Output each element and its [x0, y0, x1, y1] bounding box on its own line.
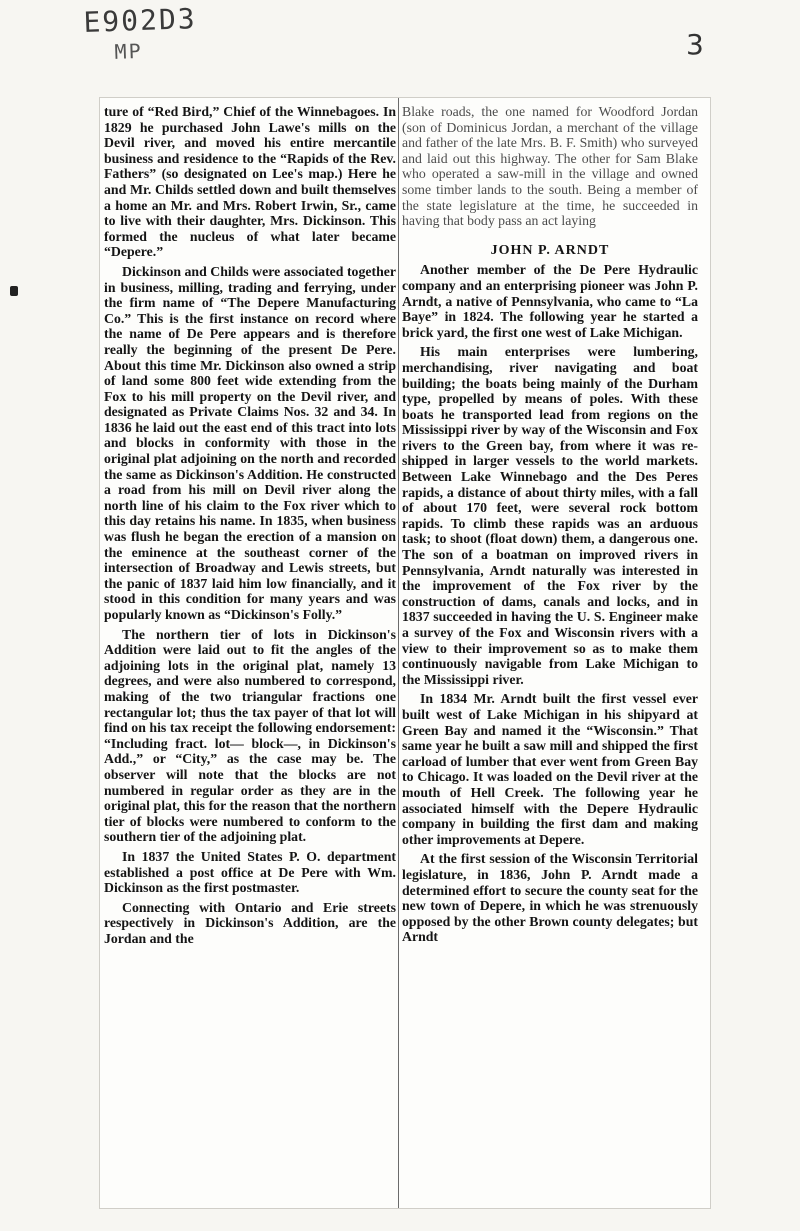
left-paragraph-1: ture of “Red Bird,” Chief of the Winnebagoes. In 1829 he purchased John Lawe's mills on the Devil river, and moved his entire mercantile business and residence to the “Rapids of the Rev. Fathers” (so designated on Lee's map.) Here he and Mr. Childs settled down and built themselves a home an Mr. and Mrs. Robert Irwin, Sr., came to live with their daughter, Mrs. Dickinson. This formed the nucleus of what later became “Depere.”	[104, 104, 396, 260]
right-top-paragraph: Blake roads, the one named for Woodford Jordan (son of Dominicus Jordan, a merchant of the village and father of the late Mrs. B. F. Smith) who surveyed and laid out this highway. The other for Sam Blake who operated a saw-mill in the village and owned some timber lands to the south. Being a member of the state legislature at the time, he succeeded in having that body pass an act laying	[402, 104, 698, 229]
newspaper-clipping	[100, 98, 710, 1208]
column-divider	[398, 98, 399, 1208]
scan-mark	[10, 286, 18, 296]
right-paragraph-3: In 1834 Mr. Arndt built the first vessel ever built west of Lake Michigan in his shipyard at Green Bay and named it the “Wisconsin.” That same year he built a saw mill and shipped the first carload of lumber that ever went from Green Bay to Chicago. It was loaded on the Devil river at the mouth of Hell Creek. The following year he associated himself with the Depere Hydraulic company in building the first dam and making other improvements at Depere.	[402, 691, 698, 847]
left-column	[104, 104, 396, 950]
right-column	[402, 104, 698, 949]
left-paragraph-5: Connecting with Ontario and Erie streets respectively in Dickinson's Addition, are the Jordan and the	[104, 899, 396, 946]
left-paragraph-3: The northern tier of lots in Dickinson's Addition were laid out to fit the angles of the adjoining lots in the original plat, namely 13 degrees, and were also numbered to correspond, making of the two triangular fractions one rectangular lot; thus the tax payer of that lot will find on his tax receipt the following endorsement: “Including fract. lot— block—, in Dickinson's Add.,” or “City,” as the case may be. The observer will note that the blocks are not numbered in regular order as they are in the original plat, this for the reason that the northern tier of blocks were numbered to conform to the southern tier of the adjoining plat.	[104, 626, 396, 845]
handwritten-archive-code	[83, 4, 198, 68]
section-heading: JOHN P. ARNDT	[490, 242, 610, 258]
left-paragraph-4: In 1837 the United States P. O. department established a post office at De Pere with Wm. Dickinson as the first postmaster.	[104, 848, 396, 896]
archive-code-sub: MP	[114, 38, 144, 64]
right-paragraph-2: His main enterprises were lumbering, merchandising, river navigating and boat building; the boats being mainly of the Durham type, propelled by means of poles. With these boats he transported lead from regions on the Mississippi river by way of the Wisconsin and Fox rivers to the Green bay, from where it was re-shipped in larger vessels to the world markets. Between Lake Winnebago and the Des Peres rapids, a distance of about thirty miles, with a fall of about 170 feet, were several rock bottom rapids. To climb these rapids was an arduous task; to shoot (float down) them, a dangerous one. The son of a boatman on improved rivers in Pennsylvania, Arndt naturally was interested in the improvement of the Fox river by the construction of dams, canals and locks, and in 1837 succeeded in having the U. S. Engineer make a survey of the Fox and Wisconsin rivers with a view to their improvement so as to make them continuously navigable from Lake Michigan to the Mississippi river.	[402, 344, 698, 687]
page-number: 3	[686, 28, 704, 61]
archive-code-text: E902D3	[82, 2, 198, 39]
right-paragraph-1: Another member of the De Pere Hydraulic company and an enterprising pioneer was John P. Arndt, a native of Pennsylvania, who came to “La Baye” in 1824. The following year he started a brick yard, the first one west of Lake Michigan.	[402, 262, 698, 340]
left-paragraph-2: Dickinson and Childs were associated together in business, milling, trading and ferrying, under the firm name of “The Depere Manufacturing Co.” This is the first instance on record where the name of De Pere appears and is therefore really the beginning of the present De Pere. About this time Mr. Dickinson also owned a strip of land some 800 feet wide extending from the Fox to his mill property on the Devil river, and designated as Private Claims Nos. 32 and 34. In 1836 he laid out the east end of this tract into lots and blocks in conformity with those in the original plat adjoining on the north and recorded the same as Dickinson's Addition. He constructed a road from his mill on Devil river along the north line of his claim to the Fox river which to this day retains his name. In 1835, when business was flush he began the erection of a mansion on the eminence at the southeast corner of the intersection of Broadway and Lewis streets, but the panic of 1837 laid him low financially, and it stood in this condition for many years and was popularly known as “Dickinson's Folly.”	[104, 263, 396, 622]
right-paragraph-4: At the first session of the Wisconsin Territorial legislature, in 1836, John P. Arndt made a determined effort to secure the county seat for the new town of Depere, in which he was strenuously opposed by the other Brown county delegates; but Arndt	[402, 851, 698, 945]
